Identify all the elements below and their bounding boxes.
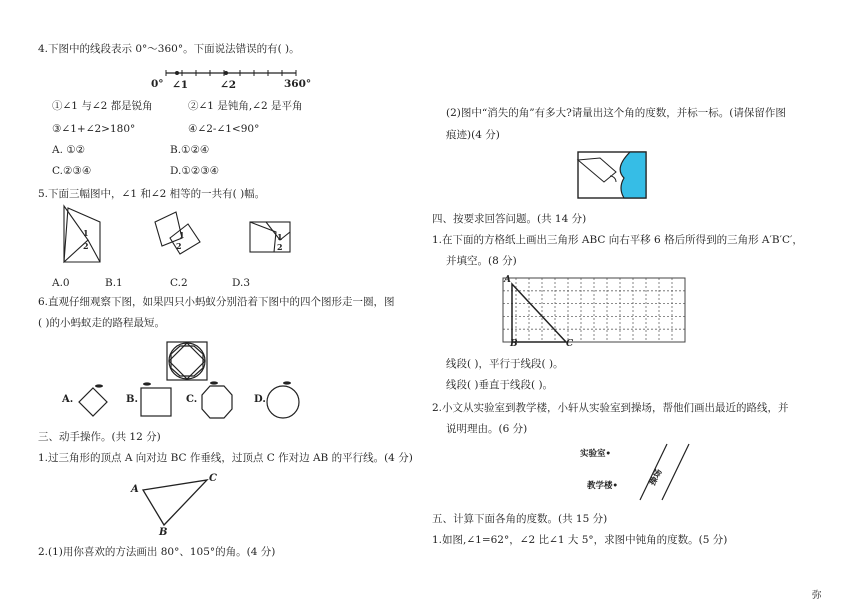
q5-fig1-label-1: 1	[83, 228, 89, 238]
section3-q1: 1.过三角形的顶点 A 向对边 BC 作垂线，过顶点 C 作对边 AB 的平行线。(4 分)	[38, 452, 413, 464]
section5-q1: 1.如图,∠1=62°，∠2 比∠1 大 5°，求图中钝角的度数。(5 分)	[432, 534, 728, 546]
q5-option-d: D.3	[232, 277, 251, 289]
section4-q1-line-2: 并填空。(8 分)	[446, 255, 517, 267]
section4-blank-1: 线段( )，平行于线段( )。	[446, 358, 564, 370]
q5-fig2-label-2: 2	[176, 241, 182, 251]
section3-title: 三、动手操作。(共 12 分)	[38, 431, 161, 443]
q5-fig2-label-1: 1	[179, 230, 185, 240]
q5-stem: 5.下面三幅图中，∠1 和∠2 相等的一共有( )幅。	[38, 188, 266, 200]
q5-option-c: C.2	[170, 277, 188, 289]
q5-option-a: A.0	[52, 277, 70, 289]
q6-line-1: 6.直观仔细观察下图，如果四只小蚂蚁分别沿着下图中的四个图形走一圈，图	[38, 296, 395, 308]
q4-option-b: B.①②④	[170, 144, 210, 156]
triangle-label-a: A	[131, 484, 139, 495]
q5-fig1-label-2: 2	[83, 241, 89, 251]
q4-statement-1: ①∠1 与∠2 都是锐角	[52, 100, 153, 112]
number-line-angle2: ∠2	[220, 79, 237, 91]
q6-line-2: ( )的小蚂蚁走的路程最短。	[38, 317, 166, 329]
grid-label-c: C	[566, 339, 574, 349]
section4-blank-2: 线段( )垂直于线段( )。	[446, 379, 554, 391]
q5-option-b: B.1	[105, 277, 123, 289]
q5-fig3-label-1: 1	[277, 232, 283, 242]
map-label-lab: 实验室•	[580, 449, 611, 459]
grid-label-b: B	[510, 339, 518, 349]
map-label-field: 操场	[647, 467, 665, 488]
section4-q1-line-1: 1.在下面的方格纸上画出三角形 ABC 向右平移 6 格后所得到的三角形 A′B′C′，	[432, 234, 803, 246]
section4-q2-line-2: 说明理由。(6 分)	[446, 423, 528, 435]
q4-option-a: A. ①②	[52, 144, 86, 156]
number-line-angle1: ∠1	[172, 79, 189, 91]
q4-statement-3: ③∠1+∠2>180°	[52, 123, 136, 135]
q4-stem: 4.下图中的线段表示 0°～360°。下面说法错误的有( )。	[38, 43, 300, 55]
q4-option-c: C.②③④	[52, 165, 92, 177]
q4-option-d: D.①②③④	[170, 165, 220, 177]
q4-statement-2: ②∠1 是钝角,∠2 是平角	[188, 100, 303, 112]
map-label-building: 教学楼•	[587, 481, 618, 491]
q6-label-b: B.	[126, 394, 138, 405]
q5-fig3-label-2: 2	[277, 242, 283, 252]
number-line-start: 0°	[151, 78, 164, 90]
footer-mark: 弥	[812, 590, 822, 601]
section3-q2: 2.(1)用你喜欢的方法画出 80°、105°的角。(4 分)	[38, 546, 276, 558]
section4-title: 四、按要求回答问题。(共 14 分)	[432, 213, 587, 225]
q6-label-c: C.	[186, 394, 198, 405]
q6-label-a: A.	[62, 394, 74, 405]
triangle-label-b: B	[159, 527, 168, 538]
section4-q2-line-1: 2.小文从实验室到教学楼，小轩从实验室到操场，帮他们画出最近的路线，并	[432, 402, 789, 414]
triangle-label-c: C	[209, 473, 217, 484]
section5-title: 五、计算下面各角的度数。(共 15 分)	[432, 513, 608, 525]
number-line-end: 360°	[284, 78, 312, 90]
q2-2-line-1: (2)图中“消失的角”有多大?请量出这个角的度数，并标一标。(请保留作图	[446, 107, 786, 119]
q2-2-line-2: 痕迹)(4 分)	[446, 129, 500, 141]
q6-label-d: D.	[254, 394, 266, 405]
grid-label-a: A	[504, 275, 511, 285]
q4-statement-4: ④∠2-∠1<90°	[188, 123, 260, 135]
